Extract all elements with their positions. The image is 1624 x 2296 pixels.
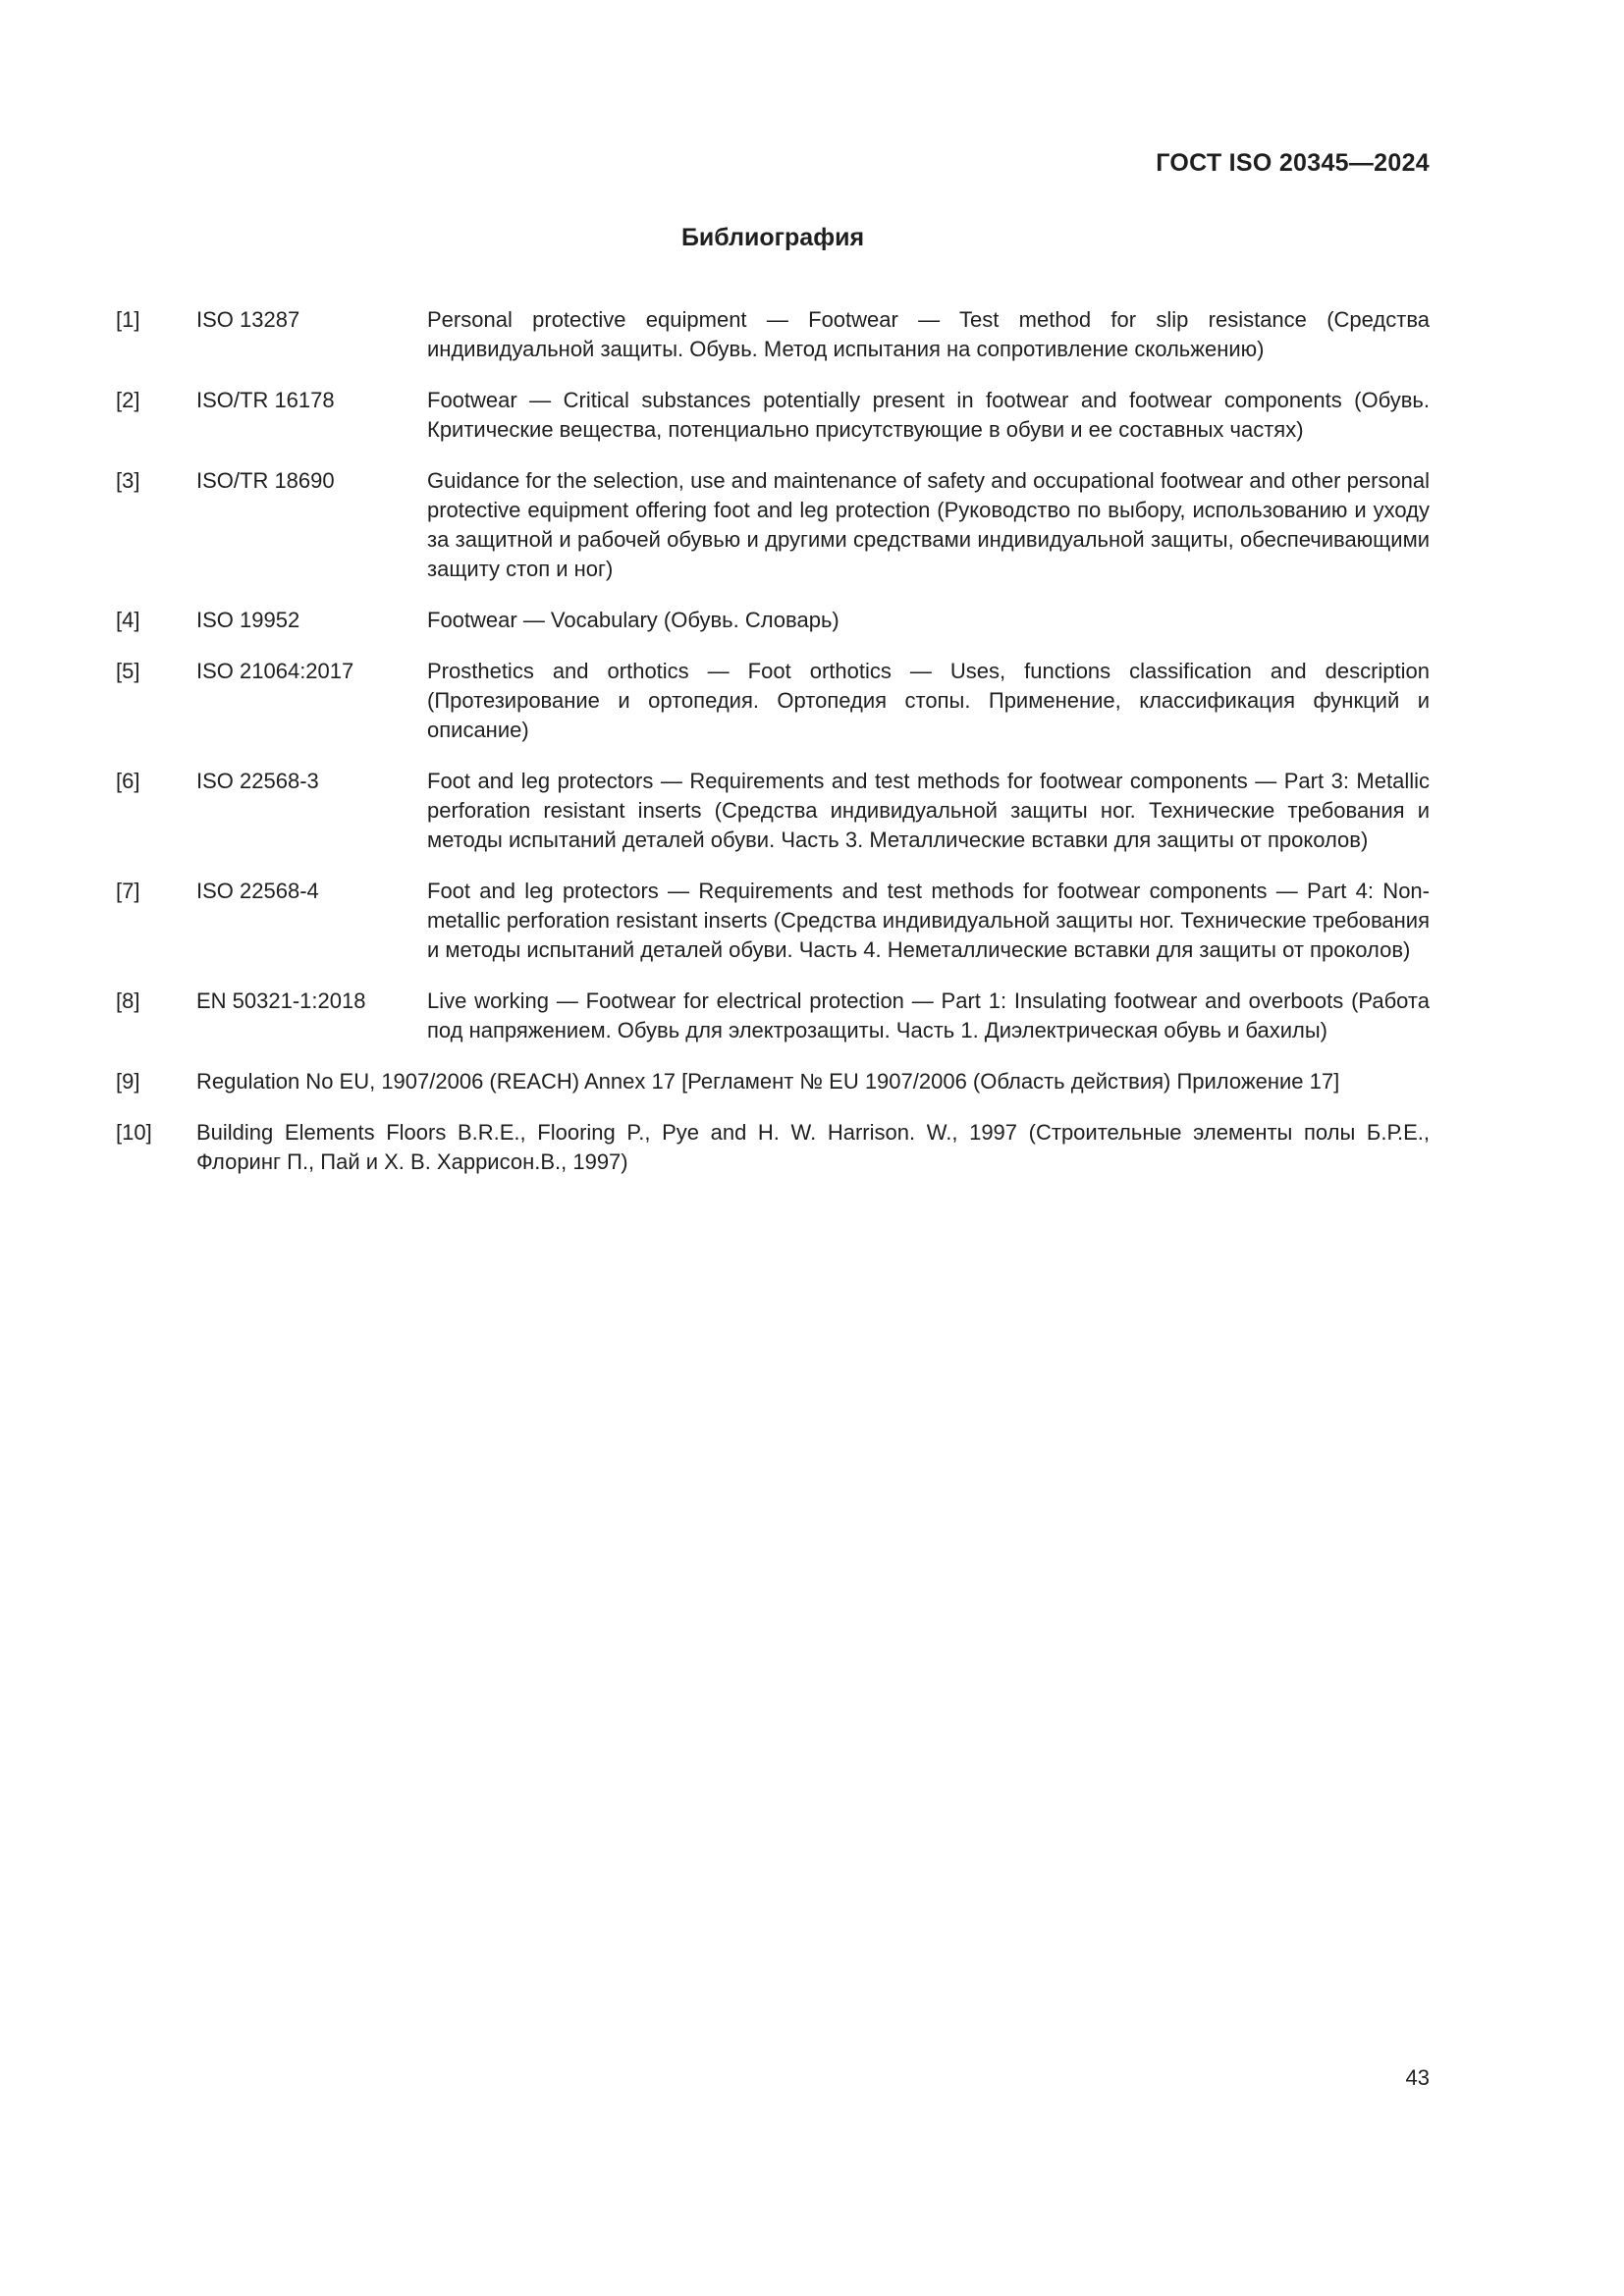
entry-text: Foot and leg protectors — Requirements and test methods for footwear components — Part 3: Metallic perforation resistant inserts (Средства индивидуальной защиты ног. Технические требования и методы испытаний деталей обуви. Часть 3. Металлические вставки для защиты от проколов) (427, 769, 1430, 852)
entry-text: Prosthetics and orthotics — Foot orthotics — Uses, functions classification and description (Протезирование и ортопедия. Ортопедия стопы. Применение, классификация функций и описание) (427, 659, 1430, 742)
entry-ref: [8] (116, 988, 140, 1013)
entry-ref: [1] (116, 307, 140, 332)
entry-text: Footwear — Critical substances potentially present in footwear and footwear components (Обувь. Критические вещества, потенциально присутствующие в обуви и ее составных частях) (427, 388, 1430, 442)
entry-text: Building Elements Floors B.R.E., Flooring P., Pye and H. W. Harrison. W., 1997 (Строительные элементы полы Б.Р.Е., Флоринг П., Пай и Х. В. Харрисон.В., 1997) (196, 1120, 1430, 1174)
page-title: Библиография (680, 224, 865, 251)
entry-code: ISO 19952 (196, 608, 300, 632)
entry-code: ISO/TR 16178 (196, 388, 335, 412)
entry-ref: [9] (116, 1069, 140, 1094)
bibliography-entry-7 (116, 877, 1430, 965)
bibliography-list (116, 305, 1430, 1199)
bibliography-entry-4 (116, 606, 1430, 635)
bibliography-entry-10 (116, 1118, 1430, 1177)
entry-ref: [5] (116, 659, 140, 683)
entry-text: Footwear — Vocabulary (Обувь. Словарь) (427, 608, 839, 632)
entry-text: Guidance for the selection, use and maintenance of safety and occupational footwear and other personal protective equipment offering foot and leg protection (Руководство по выбору, использованию и уходу за защитной и рабочей обувью и другими средствами индивидуальной защиты, обеспечивающими защиту стоп и ног) (427, 468, 1430, 581)
entry-code: ISO/TR 18690 (196, 468, 335, 493)
page-number: 43 (1405, 2065, 1430, 2090)
bibliography-entry-6 (116, 767, 1430, 855)
entry-text: Live working — Footwear for electrical protection — Part 1: Insulating footwear and overboots (Работа под напряжением. Обувь для электрозащиты. Часть 1. Диэлектрическая обувь и бахилы) (427, 988, 1430, 1042)
entry-code: ISO 13287 (196, 307, 300, 332)
entry-ref: [7] (116, 879, 140, 903)
bibliography-entry-3 (116, 466, 1430, 584)
entry-text: Foot and leg protectors — Requirements and test methods for footwear components — Part 4: Non-metallic perforation resistant inserts (Средства индивидуальной защиты ног. Технические требования и методы испытаний деталей обуви. Часть 4. Неметаллические вставки для защиты от проколов) (427, 879, 1430, 962)
entry-ref: [2] (116, 388, 140, 412)
running-head: ГОСТ ISO 20345—2024 (1156, 149, 1430, 177)
entry-code: ISO 22568-4 (196, 879, 319, 903)
bibliography-entry-8 (116, 987, 1430, 1045)
bibliography-entry-5 (116, 657, 1430, 745)
entry-code: EN 50321-1:2018 (196, 988, 366, 1013)
bibliography-entry-1 (116, 305, 1430, 364)
entry-ref: [6] (116, 769, 140, 793)
bibliography-entry-9 (116, 1067, 1430, 1096)
entry-ref: [4] (116, 608, 140, 632)
entry-text: Regulation No EU, 1907/2006 (REACH) Annex 17 [Регламент № EU 1907/2006 (Область действия) Приложение 17] (196, 1069, 1340, 1094)
bibliography-entry-2 (116, 386, 1430, 445)
entry-code: ISO 22568-3 (196, 769, 319, 793)
entry-text: Personal protective equipment — Footwear — Test method for slip resistance (Средства индивидуальной защиты. Обувь. Метод испытания на сопротивление скольжению) (427, 307, 1430, 361)
entry-code: ISO 21064:2017 (196, 659, 354, 683)
entry-ref: [10] (116, 1120, 152, 1145)
entry-ref: [3] (116, 468, 140, 493)
